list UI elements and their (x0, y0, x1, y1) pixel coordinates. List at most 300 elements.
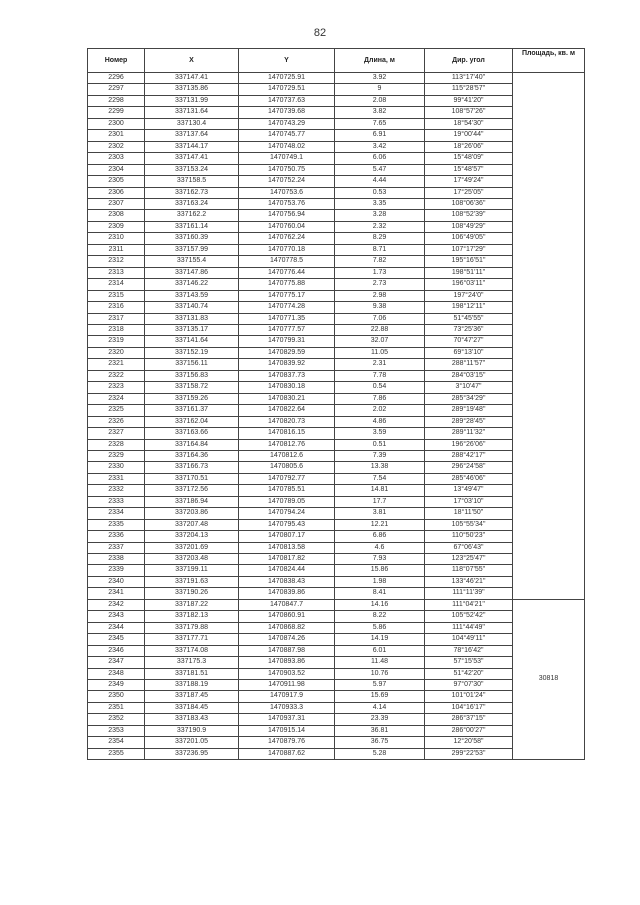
x-coordinate-cell: 337152.19 (145, 347, 239, 358)
direction-angle-cell: 123°25'47" (425, 554, 513, 565)
area-empty-cell (513, 130, 585, 141)
direction-angle-cell: 111°44'49" (425, 622, 513, 633)
area-empty-cell (513, 244, 585, 255)
point-number-cell: 2335 (88, 519, 145, 530)
length-cell: 8.71 (335, 244, 425, 255)
direction-angle-cell: 288°11'57" (425, 359, 513, 370)
direction-angle-cell: 296°24'58" (425, 462, 513, 473)
area-empty-cell (513, 542, 585, 553)
area-empty-cell (513, 519, 585, 530)
x-coordinate-cell: 337177.71 (145, 634, 239, 645)
area-empty-cell (513, 279, 585, 290)
x-coordinate-cell: 337141.64 (145, 336, 239, 347)
point-number-cell: 2350 (88, 691, 145, 702)
area-value-cell: 30818 (513, 599, 585, 759)
direction-angle-cell: 108°49'29" (425, 221, 513, 232)
length-cell: 2.32 (335, 221, 425, 232)
x-coordinate-cell: 337164.36 (145, 450, 239, 461)
x-coordinate-cell: 337158.72 (145, 382, 239, 393)
table-row (88, 370, 585, 381)
area-empty-cell (513, 416, 585, 427)
length-cell: 7.78 (335, 370, 425, 381)
length-cell: 13.38 (335, 462, 425, 473)
x-coordinate-cell: 337191.63 (145, 576, 239, 587)
length-cell: 4.86 (335, 416, 425, 427)
direction-angle-cell: 111°04'21" (425, 599, 513, 610)
x-coordinate-cell: 337162.73 (145, 187, 239, 198)
direction-angle-cell: 99°41'20" (425, 95, 513, 106)
area-empty-cell (513, 73, 585, 84)
point-number-cell: 2336 (88, 531, 145, 542)
table-row (88, 187, 585, 198)
point-number-cell: 2298 (88, 95, 145, 106)
x-coordinate-cell: 337147.41 (145, 153, 239, 164)
x-coordinate-cell: 337201.69 (145, 542, 239, 553)
y-coordinate-cell: 1470743.29 (239, 118, 335, 129)
area-empty-cell (513, 508, 585, 519)
y-coordinate-cell: 1470745.77 (239, 130, 335, 141)
length-cell: 15.86 (335, 565, 425, 576)
header-area: Площадь, кв. м (513, 49, 585, 73)
direction-angle-cell: 51°42'20" (425, 668, 513, 679)
y-coordinate-cell: 1470893.86 (239, 657, 335, 668)
length-cell: 5.28 (335, 748, 425, 759)
direction-angle-cell: 115°28'57" (425, 84, 513, 95)
page-number: 82 (313, 27, 327, 39)
y-coordinate-cell: 1470729.51 (239, 84, 335, 95)
x-coordinate-cell: 337175.3 (145, 657, 239, 668)
x-coordinate-cell: 337181.51 (145, 668, 239, 679)
table-header-row (88, 49, 585, 73)
table-row (88, 141, 585, 152)
x-coordinate-cell: 337153.24 (145, 164, 239, 175)
point-number-cell: 2325 (88, 405, 145, 416)
length-cell: 1.73 (335, 267, 425, 278)
table-row (88, 599, 585, 610)
table-row (88, 302, 585, 313)
point-number-cell: 2315 (88, 290, 145, 301)
x-coordinate-cell: 337166.73 (145, 462, 239, 473)
point-number-cell: 2349 (88, 680, 145, 691)
area-empty-cell (513, 324, 585, 335)
length-cell: 11.05 (335, 347, 425, 358)
y-coordinate-cell: 1470775.17 (239, 290, 335, 301)
table-row (88, 657, 585, 668)
direction-angle-cell: 13°49'47" (425, 485, 513, 496)
y-coordinate-cell: 1470820.73 (239, 416, 335, 427)
length-cell: 3.35 (335, 198, 425, 209)
point-number-cell: 2326 (88, 416, 145, 427)
area-empty-cell (513, 118, 585, 129)
direction-angle-cell: 15°48'57" (425, 164, 513, 175)
point-number-cell: 2309 (88, 221, 145, 232)
y-coordinate-cell: 1470839.92 (239, 359, 335, 370)
direction-angle-cell: 285°46'06" (425, 473, 513, 484)
header-y: Y (239, 49, 335, 73)
direction-angle-cell: 17°49'24" (425, 176, 513, 187)
direction-angle-cell: 198°12'11" (425, 302, 513, 313)
y-coordinate-cell: 1470770.18 (239, 244, 335, 255)
y-coordinate-cell: 1470752.24 (239, 176, 335, 187)
length-cell: 4.14 (335, 702, 425, 713)
x-coordinate-cell: 337131.99 (145, 95, 239, 106)
table-row (88, 428, 585, 439)
table-row (88, 611, 585, 622)
table-row (88, 450, 585, 461)
table-row (88, 313, 585, 324)
point-number-cell: 2328 (88, 439, 145, 450)
x-coordinate-cell: 337158.5 (145, 176, 239, 187)
point-number-cell: 2324 (88, 393, 145, 404)
direction-angle-cell: 18°26'06" (425, 141, 513, 152)
table-row (88, 279, 585, 290)
table-row (88, 347, 585, 358)
header-direction-angle: Дир. угол (425, 49, 513, 73)
direction-angle-cell: 108°57'26" (425, 107, 513, 118)
point-number-cell: 2306 (88, 187, 145, 198)
area-empty-cell (513, 302, 585, 313)
area-empty-cell (513, 588, 585, 599)
table-row (88, 565, 585, 576)
length-cell: 3.92 (335, 73, 425, 84)
point-number-cell: 2301 (88, 130, 145, 141)
x-coordinate-cell: 337170.51 (145, 473, 239, 484)
y-coordinate-cell: 1470837.73 (239, 370, 335, 381)
x-coordinate-cell: 337179.88 (145, 622, 239, 633)
length-cell: 8.22 (335, 611, 425, 622)
point-number-cell: 2313 (88, 267, 145, 278)
area-empty-cell (513, 496, 585, 507)
table-row (88, 645, 585, 656)
y-coordinate-cell: 1470794.24 (239, 508, 335, 519)
direction-angle-cell: 288°42'17" (425, 450, 513, 461)
length-cell: 14.81 (335, 485, 425, 496)
point-number-cell: 2314 (88, 279, 145, 290)
length-cell: 4.6 (335, 542, 425, 553)
length-cell: 23.39 (335, 714, 425, 725)
x-coordinate-cell: 337156.11 (145, 359, 239, 370)
point-number-cell: 2304 (88, 164, 145, 175)
x-coordinate-cell: 337159.26 (145, 393, 239, 404)
area-empty-cell (513, 554, 585, 565)
x-coordinate-cell: 337207.48 (145, 519, 239, 530)
area-empty-cell (513, 382, 585, 393)
area-empty-cell (513, 347, 585, 358)
x-coordinate-cell: 337187.22 (145, 599, 239, 610)
table-row (88, 542, 585, 553)
area-empty-cell (513, 95, 585, 106)
area-empty-cell (513, 336, 585, 347)
y-coordinate-cell: 1470737.63 (239, 95, 335, 106)
table-row (88, 153, 585, 164)
table-row (88, 748, 585, 759)
area-empty-cell (513, 405, 585, 416)
table-row (88, 416, 585, 427)
area-empty-cell (513, 565, 585, 576)
y-coordinate-cell: 1470915.14 (239, 725, 335, 736)
x-coordinate-cell: 337199.11 (145, 565, 239, 576)
direction-angle-cell: 286°37'15" (425, 714, 513, 725)
length-cell: 4.44 (335, 176, 425, 187)
direction-angle-cell: 196°26'06" (425, 439, 513, 450)
length-cell: 17.7 (335, 496, 425, 507)
direction-angle-cell: 78°16'42" (425, 645, 513, 656)
x-coordinate-cell: 337144.17 (145, 141, 239, 152)
length-cell: 2.08 (335, 95, 425, 106)
x-coordinate-cell: 337135.17 (145, 324, 239, 335)
length-cell: 5.97 (335, 680, 425, 691)
y-coordinate-cell: 1470750.75 (239, 164, 335, 175)
point-number-cell: 2312 (88, 256, 145, 267)
area-empty-cell (513, 141, 585, 152)
y-coordinate-cell: 1470887.98 (239, 645, 335, 656)
y-coordinate-cell: 1470868.82 (239, 622, 335, 633)
direction-angle-cell: 69°13'10" (425, 347, 513, 358)
length-cell: 5.47 (335, 164, 425, 175)
y-coordinate-cell: 1470817.82 (239, 554, 335, 565)
y-coordinate-cell: 1470812.76 (239, 439, 335, 450)
direction-angle-cell: 110°50'23" (425, 531, 513, 542)
table-row (88, 462, 585, 473)
direction-angle-cell: 198°51'11" (425, 267, 513, 278)
length-cell: 36.81 (335, 725, 425, 736)
direction-angle-cell: 101°01'24" (425, 691, 513, 702)
x-coordinate-cell: 337174.08 (145, 645, 239, 656)
y-coordinate-cell: 1470937.31 (239, 714, 335, 725)
area-empty-cell (513, 153, 585, 164)
point-number-cell: 2348 (88, 668, 145, 679)
y-coordinate-cell: 1470838.43 (239, 576, 335, 587)
x-coordinate-cell: 337182.13 (145, 611, 239, 622)
length-cell: 7.06 (335, 313, 425, 324)
length-cell: 7.86 (335, 393, 425, 404)
point-number-cell: 2327 (88, 428, 145, 439)
direction-angle-cell: 17°25'05" (425, 187, 513, 198)
table-row (88, 198, 585, 209)
table-row (88, 290, 585, 301)
table-row (88, 554, 585, 565)
y-coordinate-cell: 1470792.77 (239, 473, 335, 484)
direction-angle-cell: 51°45'55" (425, 313, 513, 324)
area-empty-cell (513, 256, 585, 267)
direction-angle-cell: 57°15'53" (425, 657, 513, 668)
direction-angle-cell: 3°10'47" (425, 382, 513, 393)
direction-angle-cell: 19°00'44" (425, 130, 513, 141)
point-number-cell: 2345 (88, 634, 145, 645)
table-row (88, 473, 585, 484)
x-coordinate-cell: 337190.26 (145, 588, 239, 599)
x-coordinate-cell: 337164.84 (145, 439, 239, 450)
y-coordinate-cell: 1470789.05 (239, 496, 335, 507)
direction-angle-cell: 105°55'34" (425, 519, 513, 530)
point-number-cell: 2302 (88, 141, 145, 152)
y-coordinate-cell: 1470839.86 (239, 588, 335, 599)
area-empty-cell (513, 473, 585, 484)
x-coordinate-cell: 337156.83 (145, 370, 239, 381)
y-coordinate-cell: 1470816.15 (239, 428, 335, 439)
table-row (88, 118, 585, 129)
length-cell: 0.51 (335, 439, 425, 450)
table-row (88, 267, 585, 278)
area-empty-cell (513, 439, 585, 450)
table-row (88, 737, 585, 748)
y-coordinate-cell: 1470739.68 (239, 107, 335, 118)
x-coordinate-cell: 337163.66 (145, 428, 239, 439)
area-empty-cell (513, 370, 585, 381)
direction-angle-cell: 108°06'36" (425, 198, 513, 209)
y-coordinate-cell: 1470903.52 (239, 668, 335, 679)
y-coordinate-cell: 1470762.24 (239, 233, 335, 244)
direction-angle-cell: 18°54'30" (425, 118, 513, 129)
length-cell: 3.59 (335, 428, 425, 439)
x-coordinate-cell: 337172.56 (145, 485, 239, 496)
x-coordinate-cell: 337147.86 (145, 267, 239, 278)
direction-angle-cell: 289°19'48" (425, 405, 513, 416)
table-row (88, 130, 585, 141)
table-row (88, 725, 585, 736)
length-cell: 2.73 (335, 279, 425, 290)
direction-angle-cell: 133°46'21" (425, 576, 513, 587)
y-coordinate-cell: 1470917.9 (239, 691, 335, 702)
point-number-cell: 2318 (88, 324, 145, 335)
y-coordinate-cell: 1470760.04 (239, 221, 335, 232)
x-coordinate-cell: 337201.05 (145, 737, 239, 748)
point-number-cell: 2330 (88, 462, 145, 473)
length-cell: 7.93 (335, 554, 425, 565)
point-number-cell: 2310 (88, 233, 145, 244)
direction-angle-cell: 197°24'0" (425, 290, 513, 301)
y-coordinate-cell: 1470805.6 (239, 462, 335, 473)
point-number-cell: 2333 (88, 496, 145, 507)
length-cell: 32.07 (335, 336, 425, 347)
table-row (88, 221, 585, 232)
x-coordinate-cell: 337163.24 (145, 198, 239, 209)
point-number-cell: 2332 (88, 485, 145, 496)
table-row (88, 107, 585, 118)
x-coordinate-cell: 337137.64 (145, 130, 239, 141)
y-coordinate-cell: 1470879.76 (239, 737, 335, 748)
length-cell: 3.28 (335, 210, 425, 221)
length-cell: 0.53 (335, 187, 425, 198)
x-coordinate-cell: 337188.19 (145, 680, 239, 691)
x-coordinate-cell: 337186.94 (145, 496, 239, 507)
direction-angle-cell: 12°20'58" (425, 737, 513, 748)
y-coordinate-cell: 1470813.58 (239, 542, 335, 553)
point-number-cell: 2303 (88, 153, 145, 164)
direction-angle-cell: 18°11'50" (425, 508, 513, 519)
x-coordinate-cell: 337131.64 (145, 107, 239, 118)
table-row (88, 164, 585, 175)
x-coordinate-cell: 337135.86 (145, 84, 239, 95)
length-cell: 22.88 (335, 324, 425, 335)
point-number-cell: 2305 (88, 176, 145, 187)
direction-angle-cell: 106°49'05" (425, 233, 513, 244)
length-cell: 14.19 (335, 634, 425, 645)
table-row (88, 634, 585, 645)
x-coordinate-cell: 337187.45 (145, 691, 239, 702)
y-coordinate-cell: 1470785.51 (239, 485, 335, 496)
y-coordinate-cell: 1470847.7 (239, 599, 335, 610)
header-x: X (145, 49, 239, 73)
y-coordinate-cell: 1470774.28 (239, 302, 335, 313)
direction-angle-cell: 17°03'10" (425, 496, 513, 507)
y-coordinate-cell: 1470887.62 (239, 748, 335, 759)
direction-angle-cell: 104°49'11" (425, 634, 513, 645)
direction-angle-cell: 107°17'29" (425, 244, 513, 255)
y-coordinate-cell: 1470911.98 (239, 680, 335, 691)
y-coordinate-cell: 1470933.3 (239, 702, 335, 713)
x-coordinate-cell: 337161.37 (145, 405, 239, 416)
y-coordinate-cell: 1470874.26 (239, 634, 335, 645)
point-number-cell: 2329 (88, 450, 145, 461)
area-empty-cell (513, 176, 585, 187)
direction-angle-cell: 286°00'27" (425, 725, 513, 736)
direction-angle-cell: 285°34'29" (425, 393, 513, 404)
table-row (88, 702, 585, 713)
point-number-cell: 2319 (88, 336, 145, 347)
x-coordinate-cell: 337130.4 (145, 118, 239, 129)
point-number-cell: 2323 (88, 382, 145, 393)
area-empty-cell (513, 359, 585, 370)
table-row (88, 382, 585, 393)
length-cell: 11.48 (335, 657, 425, 668)
area-empty-cell (513, 531, 585, 542)
direction-angle-cell: 289°11'32" (425, 428, 513, 439)
point-number-cell: 2343 (88, 611, 145, 622)
length-cell: 6.01 (335, 645, 425, 656)
y-coordinate-cell: 1470756.94 (239, 210, 335, 221)
y-coordinate-cell: 1470795.43 (239, 519, 335, 530)
x-coordinate-cell: 337146.22 (145, 279, 239, 290)
direction-angle-cell: 118°07'55" (425, 565, 513, 576)
table-row (88, 531, 585, 542)
direction-angle-cell: 67°06'43" (425, 542, 513, 553)
table-row (88, 680, 585, 691)
direction-angle-cell: 15°48'09" (425, 153, 513, 164)
table-row (88, 668, 585, 679)
y-coordinate-cell: 1470830.21 (239, 393, 335, 404)
length-cell: 14.16 (335, 599, 425, 610)
length-cell: 7.82 (335, 256, 425, 267)
y-coordinate-cell: 1470799.31 (239, 336, 335, 347)
x-coordinate-cell: 337140.74 (145, 302, 239, 313)
direction-angle-cell: 70°47'27" (425, 336, 513, 347)
length-cell: 5.86 (335, 622, 425, 633)
y-coordinate-cell: 1470748.02 (239, 141, 335, 152)
x-coordinate-cell: 337236.95 (145, 748, 239, 759)
coordinates-table (87, 48, 585, 760)
point-number-cell: 2342 (88, 599, 145, 610)
y-coordinate-cell: 1470753.76 (239, 198, 335, 209)
length-cell: 10.76 (335, 668, 425, 679)
point-number-cell: 2337 (88, 542, 145, 553)
y-coordinate-cell: 1470753.6 (239, 187, 335, 198)
table-row (88, 622, 585, 633)
direction-angle-cell: 97°07'30" (425, 680, 513, 691)
table-row (88, 84, 585, 95)
length-cell: 0.54 (335, 382, 425, 393)
table-row (88, 233, 585, 244)
point-number-cell: 2334 (88, 508, 145, 519)
area-empty-cell (513, 107, 585, 118)
point-number-cell: 2299 (88, 107, 145, 118)
area-empty-cell (513, 164, 585, 175)
table-row (88, 714, 585, 725)
table-row (88, 256, 585, 267)
x-coordinate-cell: 337190.9 (145, 725, 239, 736)
y-coordinate-cell: 1470824.44 (239, 565, 335, 576)
length-cell: 9.38 (335, 302, 425, 313)
